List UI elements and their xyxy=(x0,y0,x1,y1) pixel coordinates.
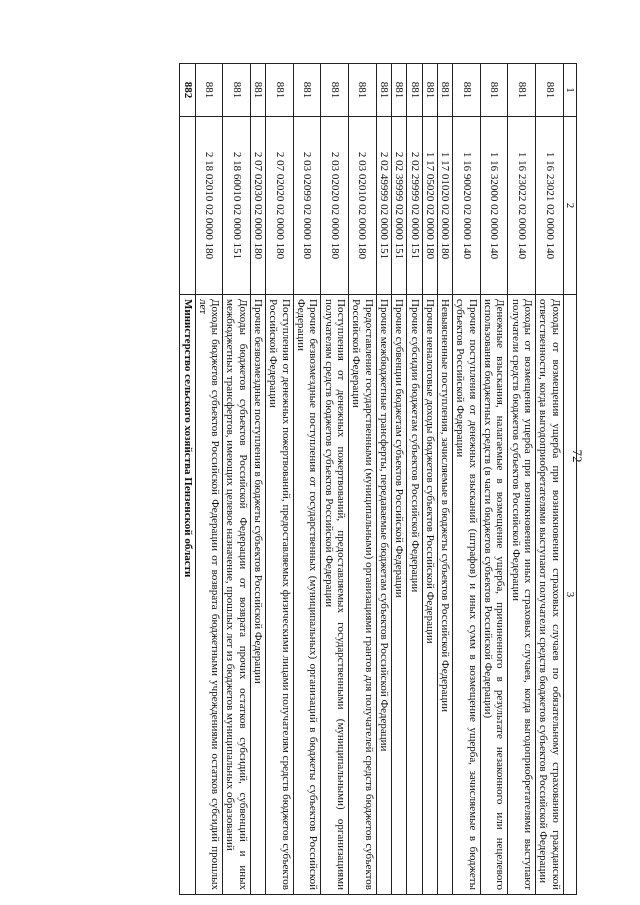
revenue-name-cell: Поступления от денежных пожертвований, предоставляемых физическими лицами получателям средств бюджетов субъектов Российской Федерации xyxy=(266,295,294,895)
revenue-name-cell: Прочие безвозмездные поступления от государственных (муниципальных) организаций в бюджеты субъектов Российской Федерации xyxy=(293,295,321,895)
admin-code-cell: 881 xyxy=(321,64,349,117)
table-row xyxy=(453,64,481,895)
admin-code-cell: 881 xyxy=(195,64,223,117)
admin-code-cell: 881 xyxy=(480,64,508,117)
classification-code-cell: 1 16 23021 02 0000 140 xyxy=(536,117,564,295)
table-row xyxy=(480,64,508,895)
header-row xyxy=(563,64,576,895)
table-row xyxy=(508,64,536,895)
revenue-name-cell: Прочие субвенции бюджетам субъектов Российской Федерации xyxy=(391,295,406,895)
classification-code-cell: 2 18 60010 02 0000 151 xyxy=(223,117,251,295)
admin-code-cell: 881 xyxy=(293,64,321,117)
admin-code-cell: 881 xyxy=(508,64,536,117)
admin-code-cell: 881 xyxy=(391,64,406,117)
classification-code-cell: 1 17 05020 02 0000 180 xyxy=(422,117,437,295)
classification-code-cell: 2 03 02020 02 0000 180 xyxy=(321,117,349,295)
classification-code-cell: 1 17 01020 02 0000 180 xyxy=(437,117,452,295)
table-row xyxy=(349,64,377,895)
classification-code-cell: 1 16 90020 02 0000 140 xyxy=(453,117,481,295)
classification-code-cell: 2 02 49999 02 0000 151 xyxy=(376,117,391,295)
classification-code-cell: 2 03 02010 02 0000 180 xyxy=(349,117,377,295)
revenue-name-cell: Предоставление государственными (муниципальными) организациями грантов для получателей средств бюджетов субъектов Российской Федерации xyxy=(349,295,377,895)
table-row xyxy=(321,64,349,895)
revenue-name-cell: Поступления от денежных пожертвований, предоставляемых государственными (муниципальными) организациями получателям средств бюджетов субъектов Российской Федерации xyxy=(321,295,349,895)
revenue-name-cell: Денежные взыскания, налагаемые в возмещение ущерба, причиненного в результате незаконного или нецелевого использования бюджетных средств (в части бюджетов субъектов Российской Федерации) xyxy=(480,295,508,895)
revenue-name-cell: Министерство сельского хозяйства Пензенской области xyxy=(180,295,195,895)
admin-code-cell: 881 xyxy=(437,64,452,117)
classification-code-cell: 1 16 23022 02 0000 140 xyxy=(508,117,536,295)
revenue-name-cell: Доходы бюджетов субъектов Российской Федерации от возврата прочих остатков субсидий, субвенций и иных межбюджетных трансфертов, имеющих целевое назначение, прошлых лет из бюджетов муниципальных образований xyxy=(223,295,251,895)
table-row xyxy=(266,64,294,895)
classification-code-cell: 2 02 29999 02 0000 151 xyxy=(407,117,422,295)
admin-code-cell: 881 xyxy=(422,64,437,117)
admin-code-cell: 881 xyxy=(266,64,294,117)
admin-code-cell: 881 xyxy=(536,64,564,117)
revenue-name-cell: Доходы от возмещения ущерба при возникновении иных страховых случаев, когда выгодоприобретателями выступают получатели средств бюджетов субъектов Российской Федерации xyxy=(508,295,536,895)
classification-code-cell xyxy=(180,117,195,295)
table-row xyxy=(180,64,195,895)
revenue-name-cell: Прочие межбюджетные трансферты, передаваемые бюджетам субъектов Российской Федерации xyxy=(376,295,391,895)
table-row xyxy=(376,64,391,895)
admin-code-cell: 881 xyxy=(376,64,391,117)
admin-code-cell: 881 xyxy=(250,64,265,117)
table-row xyxy=(437,64,452,895)
revenue-name-cell: Невыясненные поступления, зачисляемые в бюджеты субъектов Российской Федерации xyxy=(437,295,452,895)
page-number: 72 xyxy=(570,449,585,463)
admin-code-cell: 882 xyxy=(180,64,195,117)
table-row xyxy=(223,64,251,895)
table-body xyxy=(180,64,563,895)
table-row xyxy=(391,64,406,895)
revenue-name-cell: Прочие субсидии бюджетам субъектов Российской Федерации xyxy=(407,295,422,895)
classification-code-cell: 2 03 02099 02 0000 180 xyxy=(293,117,321,295)
classification-code-cell: 2 18 02010 02 0000 180 xyxy=(195,117,223,295)
column-header-2: 2 xyxy=(563,117,576,295)
revenue-name-cell: Прочие безвозмездные поступления в бюджеты субъектов Российской Федерации xyxy=(250,295,265,895)
column-header-3: 3 xyxy=(563,295,576,895)
revenue-name-cell: Прочие поступления от денежных взысканий (штрафов) и иных сумм в возмещение ущерба, зачисляемые в бюджеты субъектов Российской Федерации xyxy=(453,295,481,895)
admin-code-cell: 881 xyxy=(223,64,251,117)
revenue-name-cell: Доходы от возмещения ущерба при возникновении страховых случаев по обязательному страхованию гражданской ответственности, когда выгодоприобретателями выступают получатели средств бюджетов субъектов Российской Федерации xyxy=(536,295,564,895)
classification-code-cell: 2 02 39999 02 0000 151 xyxy=(391,117,406,295)
admin-code-cell: 881 xyxy=(453,64,481,117)
table-row xyxy=(293,64,321,895)
classification-code-cell: 2 07 02030 02 0000 180 xyxy=(250,117,265,295)
table-row xyxy=(195,64,223,895)
revenue-codes-table xyxy=(179,63,577,895)
admin-code-cell: 881 xyxy=(407,64,422,117)
column-header-1: 1 xyxy=(563,64,576,117)
rotated-content xyxy=(64,63,577,895)
table-row xyxy=(250,64,265,895)
revenue-name-cell: Доходы бюджетов субъектов Российской Федерации от возврата бюджетными учреждениями остатков субсидий прошлых лет xyxy=(195,295,223,895)
table-row xyxy=(407,64,422,895)
classification-code-cell: 2 07 02020 02 0000 180 xyxy=(266,117,294,295)
classification-code-cell: 1 16 32000 02 0000 140 xyxy=(480,117,508,295)
table-row xyxy=(536,64,564,895)
admin-code-cell: 881 xyxy=(349,64,377,117)
table-row xyxy=(422,64,437,895)
revenue-name-cell: Прочие неналоговые доходы бюджетов субъектов Российской Федерации xyxy=(422,295,437,895)
